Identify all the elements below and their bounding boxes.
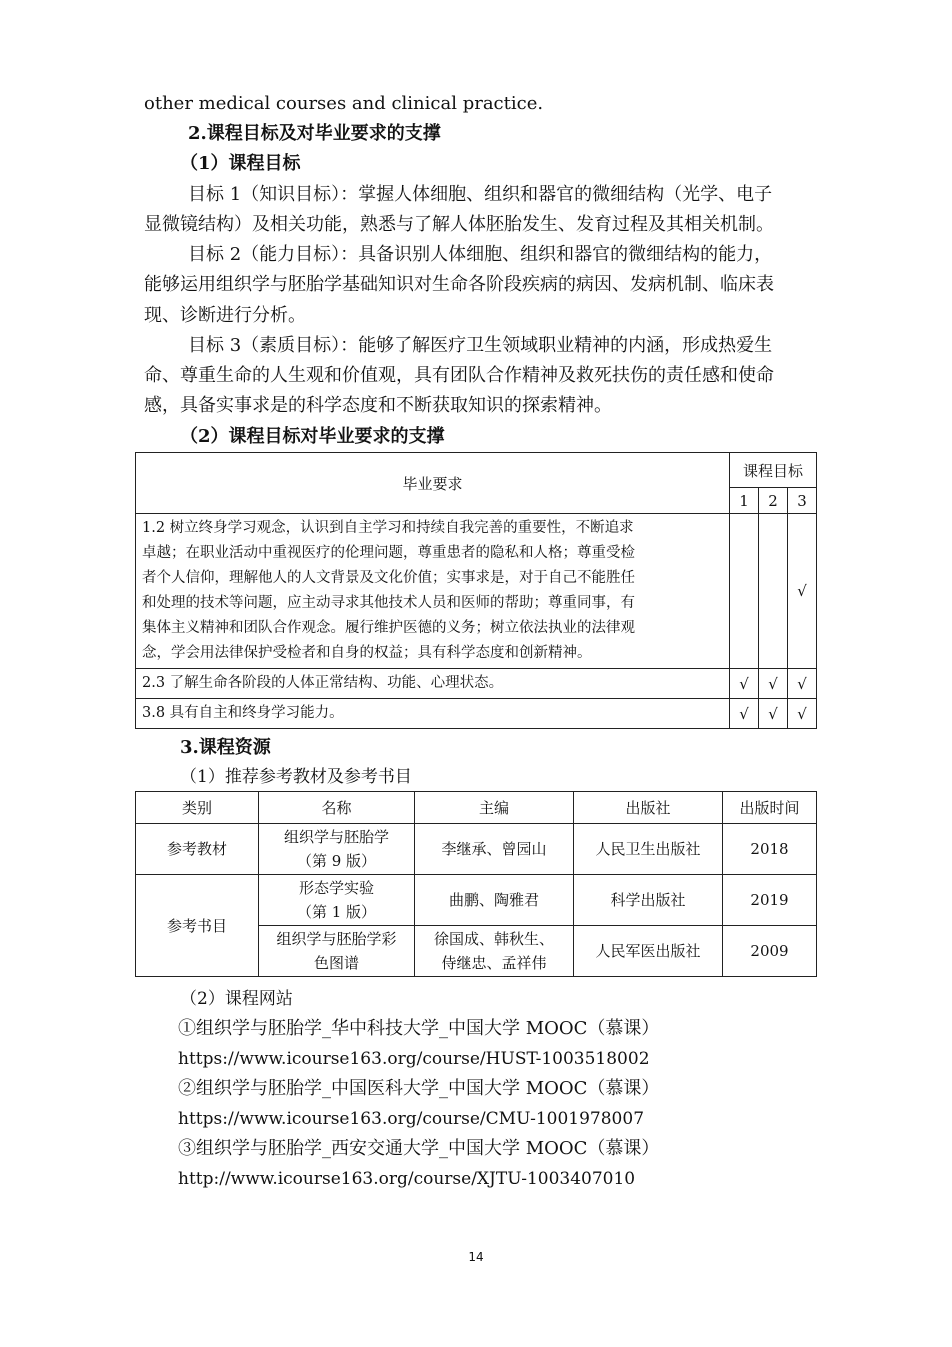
- header-year: 出版时间: [723, 792, 817, 824]
- websites-subheading: （2）课程网站: [180, 989, 293, 1009]
- goals-subheading: （1）课程目标: [180, 153, 301, 174]
- requirement-line: 3.8 具有自主和终身学习能力。: [142, 705, 344, 721]
- requirement-line: 念，学会用法律保护受检者和自身的权益；具有科学态度和创新精神。: [142, 645, 592, 661]
- editor-line: 徐国成、韩秋生、: [433, 930, 554, 948]
- goal3-line3: 感，具备实事求是的科学态度和不断获取知识的探索精神。: [144, 395, 612, 416]
- header-publisher: 出版社: [574, 792, 723, 824]
- header-editor: 主编: [415, 792, 574, 824]
- website-url-link[interactable]: http://www.icourse163.org/course/XJTU-1003407010: [178, 1169, 636, 1189]
- website-title: ②组织学与胚胎学_中国医科大学_中国大学 MOOC（慕课）: [178, 1078, 660, 1099]
- publisher-cell: 人民卫生出版社: [574, 824, 723, 875]
- section3-heading: 3.课程资源: [180, 737, 271, 758]
- header-name: 名称: [259, 792, 415, 824]
- table-row: [136, 824, 817, 875]
- requirement-line: 集体主义精神和团队合作观念。履行维护医德的义务；树立依法执业的法律观: [142, 620, 635, 636]
- check-cell: [730, 514, 759, 669]
- year-cell: 2009: [723, 926, 817, 977]
- goal2-line2: 能够运用组织学与胚胎学基础知识对生命各阶段疾病的病因、发病机制、临床表: [144, 274, 774, 295]
- check-cell: √: [730, 699, 759, 729]
- goal2-line3: 现、诊断进行分析。: [144, 305, 306, 326]
- section2-heading: 2.课程目标及对毕业要求的支撑: [188, 123, 441, 144]
- editor-cell: 曲鹏、陶雅君: [415, 875, 574, 926]
- requirement-cell: [136, 514, 730, 669]
- book-name-line: （第 1 版）: [296, 903, 377, 921]
- goal3-line2: 命、尊重生命的人生观和价值观，具有团队合作精神及救死扶伤的责任感和使命: [144, 365, 774, 386]
- year-cell: 2018: [723, 824, 817, 875]
- requirement-line: 1.2 树立终身学习观念，认识到自主学习和持续自我完善的重要性，不断追求: [142, 520, 634, 536]
- books-table: [135, 791, 817, 977]
- requirement-line: 者个人信仰，理解他人的人文背景及文化价值；实事求是，对于自己不能胜任: [142, 570, 635, 586]
- requirement-header: 毕业要求: [136, 453, 730, 514]
- book-name-line: 组织学与胚胎学彩: [276, 930, 397, 948]
- check-cell: [759, 514, 788, 669]
- table-row: [136, 514, 817, 669]
- table-row: [136, 875, 817, 926]
- website-url-link[interactable]: https://www.icourse163.org/course/CMU-1001978007: [178, 1109, 645, 1129]
- book-name-line: （第 9 版）: [296, 852, 377, 870]
- book-name-line: 组织学与胚胎学: [283, 828, 389, 846]
- publisher-cell: 科学出版社: [574, 875, 723, 926]
- website-title: ③组织学与胚胎学_西安交通大学_中国大学 MOOC（慕课）: [178, 1138, 660, 1159]
- header-category: 类别: [136, 792, 259, 824]
- page-number: 14: [468, 1250, 484, 1264]
- website-url-link[interactable]: https://www.icourse163.org/course/HUST-1003518002: [178, 1049, 650, 1069]
- goal-number: 3: [788, 488, 817, 514]
- goal-number: 1: [730, 488, 759, 514]
- books-subheading: （1）推荐参考教材及参考书目: [180, 767, 412, 787]
- requirement-line: 卓越；在职业活动中重视医疗的伦理问题，尊重患者的隐私和人格；尊重受检: [142, 545, 635, 561]
- year-cell: 2019: [723, 875, 817, 926]
- editor-cell: [415, 926, 574, 977]
- website-title: ①组织学与胚胎学_华中科技大学_中国大学 MOOC（慕课）: [178, 1018, 660, 1039]
- editor-cell: 李继承、曾园山: [415, 824, 574, 875]
- goal3-line1: 目标 3（素质目标）：能够了解医疗卫生领域职业精神的内涵，形成热爱生: [188, 335, 773, 356]
- requirement-line: 和处理的技术等问题，应主动寻求其他技术人员和医师的帮助；尊重同事，有: [142, 595, 635, 611]
- goal-number: 2: [759, 488, 788, 514]
- book-name-cell: [259, 824, 415, 875]
- requirement-cell: [136, 699, 730, 729]
- goal2-line1: 目标 2（能力目标）：具备识别人体细胞、组织和器官的微细结构的能力，: [188, 244, 773, 265]
- support-table: [135, 452, 817, 729]
- book-name-line: 色图谱: [313, 954, 359, 972]
- check-cell: √: [788, 669, 817, 699]
- book-name-cell: [259, 926, 415, 977]
- table-row: [136, 699, 817, 729]
- requirement-cell: [136, 669, 730, 699]
- editor-line: 侍继忠、孟祥伟: [441, 954, 547, 972]
- category-cell: 参考书目: [136, 875, 259, 977]
- goal1-line2: 显微镜结构）及相关功能，熟悉与了解人体胚胎发生、发育过程及其相关机制。: [144, 214, 774, 235]
- goal1-line1: 目标 1（知识目标）：掌握人体细胞、组织和器官的微细结构（光学、电子: [188, 184, 773, 205]
- book-name-line: 形态学实验: [298, 879, 374, 897]
- table-row: [136, 669, 817, 699]
- check-cell: √: [788, 699, 817, 729]
- requirement-line: 2.3 了解生命各阶段的人体正常结构、功能、心理状态。: [142, 675, 504, 691]
- check-cell: √: [759, 669, 788, 699]
- category-cell: 参考教材: [136, 824, 259, 875]
- check-cell: √: [788, 514, 817, 669]
- course-goals-header: 课程目标: [730, 453, 817, 488]
- book-name-cell: [259, 875, 415, 926]
- intro-tail-text: other medical courses and clinical practice.: [144, 93, 544, 114]
- check-cell: √: [759, 699, 788, 729]
- check-cell: √: [730, 669, 759, 699]
- support-subheading: （2）课程目标对毕业要求的支撑: [180, 426, 445, 447]
- publisher-cell: 人民军医出版社: [574, 926, 723, 977]
